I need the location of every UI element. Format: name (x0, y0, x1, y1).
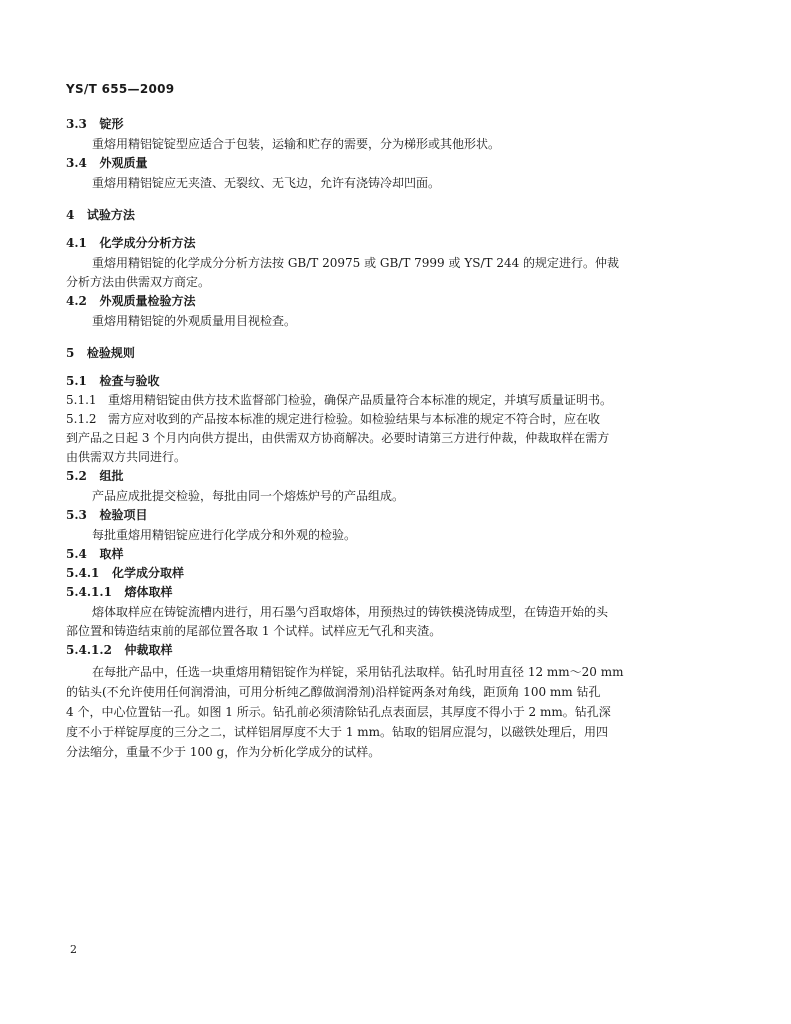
paragraph-continuation: 分析方法由供需双方商定。 (66, 275, 211, 289)
paragraph: 重熔用精铝锭的化学成分分析方法按 GB/T 20975 或 GB/T 7999 或 YS/T 244 的规定进行。仲裁 (92, 256, 620, 270)
heading-5-4-1-2 (66, 642, 726, 659)
section-title: 化学成分取样 (111, 566, 184, 580)
heading-3-3 (66, 116, 726, 133)
section-number: 3.4 (66, 156, 87, 170)
section-title: 化学成分分析方法 (99, 236, 196, 250)
section-title: 仲裁取样 (124, 643, 173, 657)
clause-number: 5.1.2 (66, 412, 97, 426)
paragraph-continuation: 4 个，中心位置钻一孔。如图 1 所示。钻孔前必须清除钻孔点表面层，其厚度不得小于 2 mm。钻孔深 (66, 705, 611, 719)
clause-number: 5.1.1 (66, 393, 97, 407)
paragraph: 在每批产品中，任选一块重熔用精铝锭作为样锭，采用钻孔法取样。钻孔时用直径 12 mm～20 mm (92, 665, 624, 679)
heading-4-1 (66, 235, 726, 252)
section-title: 检查与验收 (99, 374, 160, 388)
section-title: 检验规则 (86, 346, 135, 360)
heading-5-1 (66, 373, 726, 390)
section-title: 锭形 (99, 117, 124, 131)
paragraph-continuation: 分法缩分，重量不少于 100 g，作为分析化学成分的试样。 (66, 745, 381, 759)
section-number: 4.2 (66, 294, 87, 308)
heading-3-4 (66, 155, 726, 172)
section-title: 外观质量检验方法 (99, 294, 196, 308)
section-number: 4 (66, 208, 75, 222)
heading-4-2 (66, 293, 726, 310)
section-number: 4.1 (66, 236, 87, 250)
clause-text: 需方应对收到的产品按本标准的规定进行检验。如检验结果与本标准的规定不符合时，应在收 (108, 412, 601, 426)
heading-5-4-1 (66, 565, 726, 582)
section-number: 5.3 (66, 508, 87, 522)
paragraph-continuation: 度不小于样锭厚度的三分之二，试样铝屑厚度不大于 1 mm。钻取的铝屑应混匀，以磁铁处理后，用四 (66, 725, 609, 739)
paragraph: 熔体取样应在铸锭流槽内进行，用石墨勺舀取熔体，用预热过的铸铁模浇铸成型，在铸造开始的头 (92, 605, 609, 619)
heading-5-2 (66, 468, 726, 485)
paragraph: 重熔用精铝锭应无夹渣、无裂纹、无飞边，允许有浇铸冷却凹面。 (92, 176, 441, 190)
section-number: 5 (66, 346, 75, 360)
paragraph: 产品应成批提交检验，每批由同一个熔炼炉号的产品组成。 (92, 489, 405, 503)
paragraph-continuation: 的钻头(不允许使用任何润滑油，可用分析纯乙醇做润滑剂)沿样锭两条对角线，距顶角 100 mm 钻孔 (66, 685, 601, 699)
clause-text: 重熔用精铝锭由供方技术监督部门检验，确保产品质量符合本标准的规定，并填写质量证明书。 (108, 393, 613, 407)
section-title: 熔体取样 (124, 585, 173, 599)
section-number: 3.3 (66, 117, 87, 131)
paragraph-continuation: 由供需双方共同进行。 (66, 450, 187, 464)
section-number: 5.4 (66, 547, 87, 561)
heading-5 (66, 345, 726, 362)
section-title: 取样 (99, 547, 124, 561)
section-title: 组批 (99, 469, 124, 483)
section-number: 5.2 (66, 469, 87, 483)
standard-code-header: YS/T 655—2009 (66, 82, 175, 96)
page-number: 2 (70, 943, 77, 956)
section-number: 5.4.1 (66, 566, 100, 580)
paragraph: 重熔用精铝锭锭型应适合于包装，运输和贮存的需要，分为梯形或其他形状。 (92, 137, 501, 151)
clause-5-1-1 (66, 392, 726, 409)
heading-5-3 (66, 507, 726, 524)
section-number: 5.4.1.1 (66, 585, 112, 599)
section-title: 试验方法 (86, 208, 135, 222)
heading-4 (66, 207, 726, 224)
paragraph: 重熔用精铝锭的外观质量用目视检查。 (92, 314, 297, 328)
paragraph-continuation: 到产品之日起 3 个月内向供方提出，由供需双方协商解决。必要时请第三方进行仲裁，仲裁取样在需方 (66, 431, 610, 445)
paragraph: 每批重熔用精铝锭应进行化学成分和外观的检验。 (92, 528, 357, 542)
heading-5-4-1-1 (66, 584, 726, 601)
section-title: 外观质量 (99, 156, 148, 170)
section-title: 检验项目 (99, 508, 148, 522)
clause-5-1-2 (66, 411, 726, 428)
section-number: 5.1 (66, 374, 87, 388)
section-number: 5.4.1.2 (66, 643, 112, 657)
heading-5-4 (66, 546, 726, 563)
paragraph-continuation: 部位置和铸造结束前的尾部位置各取 1 个试样。试样应无气孔和夹渣。 (66, 624, 442, 638)
